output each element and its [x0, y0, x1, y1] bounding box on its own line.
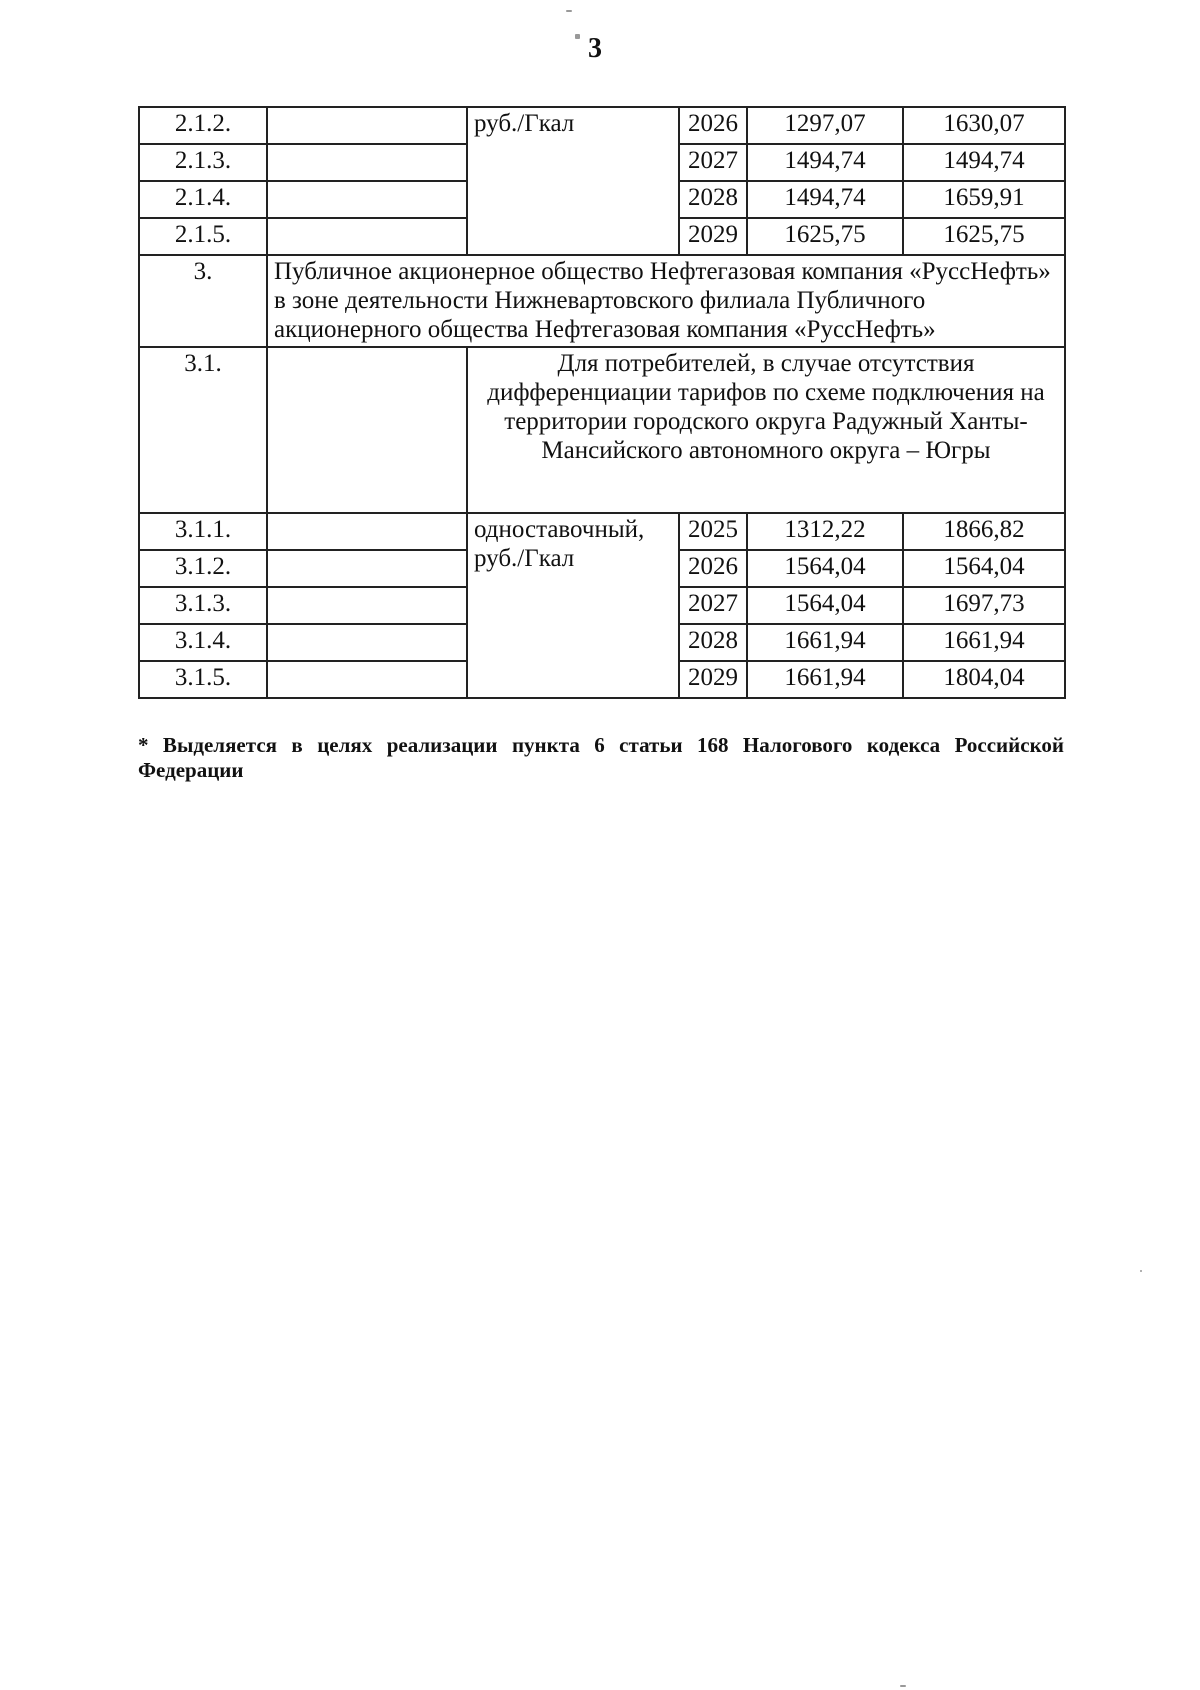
page-number: 3 [588, 33, 602, 64]
value-cell-1: 1312,22 [747, 513, 903, 550]
table-row [139, 107, 1065, 144]
empty-cell [267, 661, 467, 698]
subsection-number: 3.1. [139, 347, 267, 513]
table-row [139, 513, 1065, 550]
value-cell-2: 1659,91 [903, 181, 1065, 218]
row-number: 2.1.5. [139, 218, 267, 255]
empty-cell [267, 624, 467, 661]
subsection-row [139, 347, 1065, 513]
empty-cell [267, 107, 467, 144]
value-cell-1: 1625,75 [747, 218, 903, 255]
scan-speck [900, 1685, 906, 1687]
value-cell-2: 1804,04 [903, 661, 1065, 698]
scan-speck [566, 10, 572, 12]
value-cell-1: 1661,94 [747, 661, 903, 698]
empty-cell [267, 347, 467, 513]
year-cell: 2029 [679, 218, 747, 255]
section-header-row [139, 255, 1065, 347]
year-cell: 2028 [679, 624, 747, 661]
value-cell-2: 1866,82 [903, 513, 1065, 550]
footnote: * Выделяется в целях реализации пункта 6 статьи 168 Налогового кодекса Российской Федерации [138, 733, 1064, 783]
value-cell-1: 1297,07 [747, 107, 903, 144]
value-cell-2: 1661,94 [903, 624, 1065, 661]
rate-type-cell: одноставочный, руб./Гкал [467, 513, 679, 698]
year-cell: 2025 [679, 513, 747, 550]
consumer-description: Для потребителей, в случае отсутствия дифференциации тарифов по схеме подключения на территории городского округа Радужный Ханты-Мансийского автономного округа – Югры [467, 347, 1065, 513]
value-cell-1: 1564,04 [747, 550, 903, 587]
year-cell: 2027 [679, 587, 747, 624]
value-cell-1: 1494,74 [747, 181, 903, 218]
year-cell: 2026 [679, 550, 747, 587]
value-cell-1: 1661,94 [747, 624, 903, 661]
scan-speck [1140, 1270, 1142, 1272]
value-cell-2: 1494,74 [903, 144, 1065, 181]
value-cell-2: 1625,75 [903, 218, 1065, 255]
value-cell-1: 1564,04 [747, 587, 903, 624]
row-number: 3.1.4. [139, 624, 267, 661]
empty-cell [267, 587, 467, 624]
row-number: 2.1.3. [139, 144, 267, 181]
row-number: 3.1.3. [139, 587, 267, 624]
empty-cell [267, 181, 467, 218]
row-number: 2.1.4. [139, 181, 267, 218]
year-cell: 2026 [679, 107, 747, 144]
year-cell: 2029 [679, 661, 747, 698]
value-cell-1: 1494,74 [747, 144, 903, 181]
empty-cell [267, 218, 467, 255]
value-cell-2: 1564,04 [903, 550, 1065, 587]
unit-cell: руб./Гкал [467, 107, 679, 255]
empty-cell [267, 513, 467, 550]
row-number: 2.1.2. [139, 107, 267, 144]
value-cell-2: 1630,07 [903, 107, 1065, 144]
year-cell: 2027 [679, 144, 747, 181]
organization-name: Публичное акционерное общество Нефтегазовая компания «РуссНефть» в зоне деятельности Нижневартовского филиала Публичного акционерного общества Нефтегазовая компания «РуссНефть» [267, 255, 1065, 347]
year-cell: 2028 [679, 181, 747, 218]
row-number: 3.1.1. [139, 513, 267, 550]
empty-cell [267, 550, 467, 587]
row-number: 3.1.2. [139, 550, 267, 587]
section-number: 3. [139, 255, 267, 347]
value-cell-2: 1697,73 [903, 587, 1065, 624]
scan-speck [575, 34, 580, 39]
empty-cell [267, 144, 467, 181]
row-number: 3.1.5. [139, 661, 267, 698]
tariff-table [138, 106, 1066, 699]
